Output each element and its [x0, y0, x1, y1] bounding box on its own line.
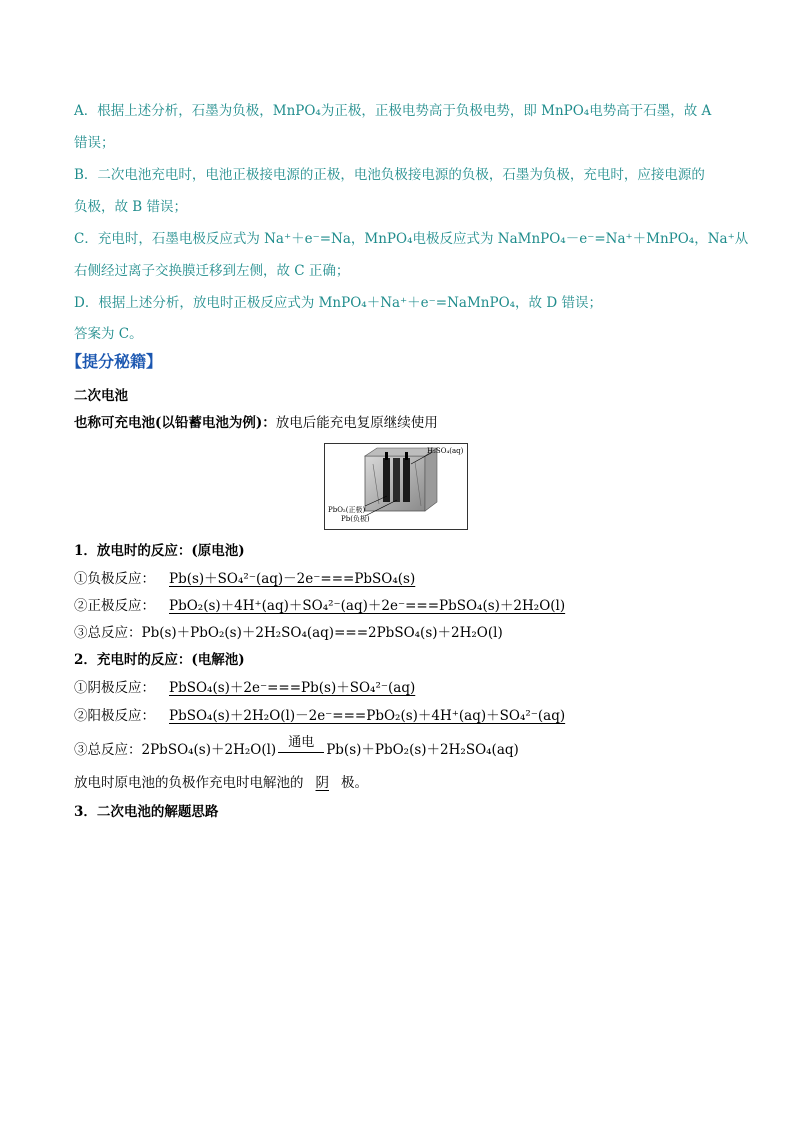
label-pb: Pb(负极): [341, 515, 370, 523]
section-title: 【提分秘籍】: [66, 352, 163, 371]
lead-acid-battery-figure: [324, 443, 468, 530]
charge-cathode: [74, 678, 429, 698]
intro-text: 放电后能充电复原继续使用: [275, 415, 438, 431]
discharge-negative: [74, 569, 433, 589]
note-suffix: 极。: [341, 775, 368, 791]
option-b-line1: B．二次电池充电时，电池正极接电源的正极，电池负极接电源的负极，石墨为负极，充电时，应接电源的: [74, 167, 705, 183]
option-d-line1: D．根据上述分析，放电时正极反应式为 MnPO₄＋Na⁺＋e⁻=NaMnPO₄，故 D 错误；: [74, 295, 602, 311]
charge-cathode-eq: PbSO₄(s)＋2e⁻===Pb(s)＋SO₄²⁻(aq): [169, 680, 416, 696]
discharge-total-label: ③总反应：: [74, 625, 142, 641]
option-a-line2: 错误；: [74, 135, 115, 151]
charge-anode-eq: PbSO₄(s)＋2H₂O(l)－2e⁻===PbO₂(s)＋4H⁺(aq)＋SO₄²⁻(aq): [169, 708, 566, 724]
discharge-positive: [74, 596, 579, 616]
option-b-line2: 负极，故 B 错误；: [74, 199, 188, 215]
discharge-title: 1．放电时的反应：(原电池): [74, 543, 245, 559]
discharge-neg-label: ①负极反应：: [74, 571, 155, 587]
charge-cathode-label: ①阴极反应：: [74, 680, 155, 696]
intro-bold: 也称可充电池(以铅蓄电池为例)：: [74, 415, 276, 431]
condition-label: 通电: [288, 734, 315, 750]
discharge-neg-eq: Pb(s)＋SO₄²⁻(aq)－2e⁻===PbSO₄(s): [169, 571, 416, 587]
charge-total-left: 2PbSO₄(s)＋2H₂O(l): [141, 742, 277, 758]
option-c-line2: 右侧经过离子交换膜迁移到左侧，故 C 正确；: [74, 263, 350, 279]
charge-total-label: ③总反应：: [74, 742, 142, 758]
charge-anode: [74, 706, 575, 726]
discharge-total: [74, 623, 503, 643]
note-line: [74, 773, 368, 793]
discharge-pos-eq: PbO₂(s)＋4H⁺(aq)＋SO₄²⁻(aq)＋2e⁻===PbSO₄(s)＋2H₂O(l): [169, 598, 566, 614]
discharge-pos-label: ②正极反应：: [74, 598, 155, 614]
label-h2so4: H₂SO₄(aq): [427, 447, 464, 455]
charge-total: [74, 734, 519, 761]
intro-line: [74, 413, 438, 433]
electrolysis-condition: [278, 734, 324, 761]
charge-title: 2．充电时的反应：(电解池): [74, 652, 245, 668]
note-blank: 阴: [315, 775, 329, 791]
label-pbo2: PbO₂(正极): [328, 506, 366, 514]
discharge-total-eq: Pb(s)＋PbO₂(s)＋2H₂SO₄(aq)===2PbSO₄(s)＋2H₂O(l): [141, 625, 503, 641]
charge-anode-label: ②阳极反应：: [74, 708, 155, 724]
section3-title: 3．二次电池的解题思路: [74, 804, 219, 820]
charge-total-right: Pb(s)＋PbO₂(s)＋2H₂SO₄(aq): [326, 742, 519, 758]
option-a-line1: A．根据上述分析，石墨为负极，MnPO₄为正极，正极电势高于负极电势，即 MnPO₄电势高于石墨，故 A: [74, 103, 712, 119]
option-c-line1: C．充电时，石墨电极反应式为 Na⁺＋e⁻=Na，MnPO₄电极反应式为 NaMnPO₄－e⁻=Na⁺＋MnPO₄，Na⁺从: [74, 231, 749, 247]
note-prefix: 放电时原电池的负极作充电时电解池的: [74, 775, 304, 791]
answer-line: 答案为 C。: [74, 326, 143, 342]
topic-title: 二次电池: [74, 388, 128, 404]
